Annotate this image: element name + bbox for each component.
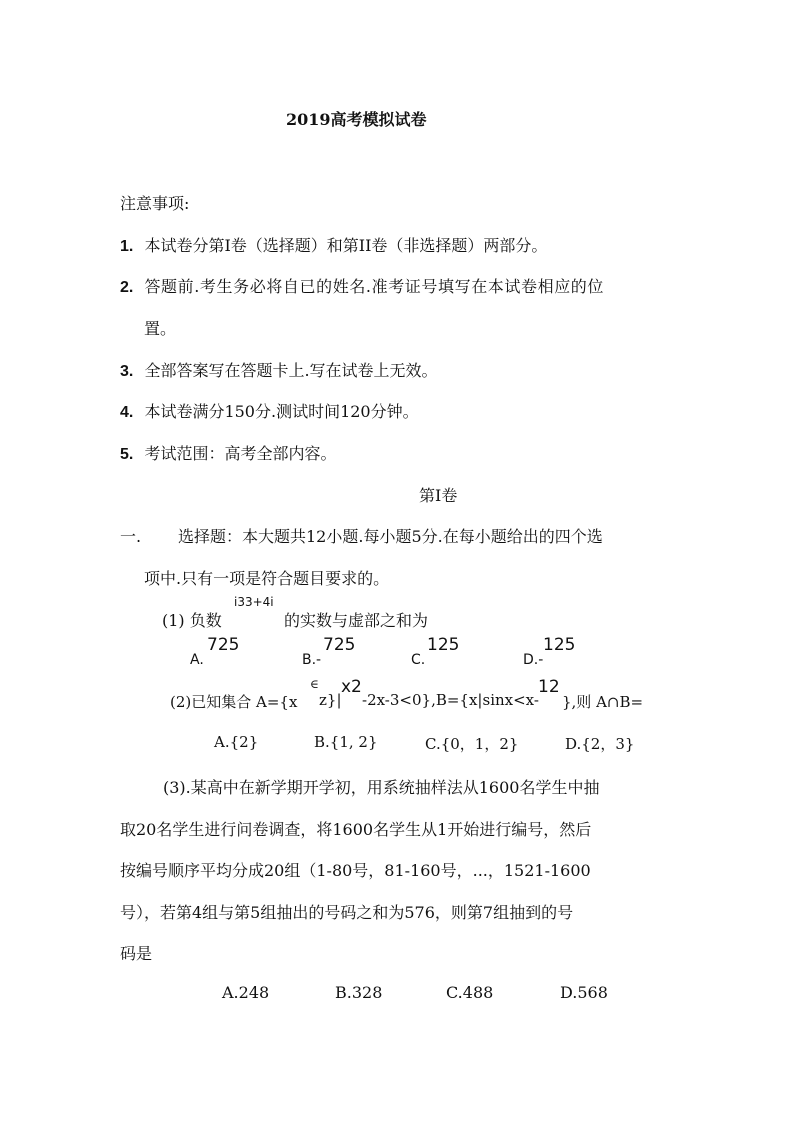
q2-middle: -2x-3<0},B={x|sinx<x- [362, 691, 539, 709]
q1-option-c-value: 125 [427, 635, 460, 655]
q2-option-c: C.{0，1，2} [425, 735, 519, 753]
notice-item-1 [120, 233, 547, 256]
q2-element-symbol: ∈ [310, 677, 319, 691]
q2-suffix: },则 A∩B= [562, 693, 644, 711]
notice-item-text: 全部答案写在答题卡上.写在试卷上无效。 [144, 361, 438, 380]
notice-item-4 [120, 399, 419, 422]
notice-item-text: 本试卷分第Ⅰ卷（选择题）和第II卷（非选择题）两部分。 [144, 236, 548, 255]
section-instructions: 选择题：本大题共12小题.每小题5分.在每小题给出的四个选 [178, 527, 603, 546]
section-number: 一. [120, 527, 142, 546]
q1-option-a-value: 725 [207, 635, 240, 655]
q1-suffix: 的实数与虚部之和为 [284, 611, 429, 630]
q3-line-4: 号），若第4组与第5组抽出的号码之和为576，则第7组抽到的号 [120, 903, 574, 922]
q3-line-5: 码是 [120, 944, 153, 963]
q1-prefix: (1) 负数 [162, 611, 222, 630]
q1-option-b-value: 725 [323, 635, 356, 655]
q3-option-b: B.328 [335, 983, 383, 1002]
q2-option-a: A.{2} [214, 733, 259, 751]
notice-item-number: 2. [120, 279, 134, 296]
q1-superscript: i33+4i [234, 595, 274, 609]
notice-item-number: 5. [120, 446, 134, 463]
q3-line-2: 取20名学生进行问卷调查，将1600名学生从1开始进行编号，然后 [120, 820, 592, 839]
q2-x-squared: x2 [341, 677, 362, 697]
notice-item-2-continued: 置。 [144, 319, 177, 338]
notice-item-5 [120, 441, 336, 464]
notice-item-text: 答题前.考生务必将自已的姓名.准考证号填写在本试卷相应的位 [144, 277, 605, 296]
notice-item-text: 本试卷满分150分.测试时间120分钟。 [144, 402, 419, 421]
notice-item-number: 4. [120, 404, 134, 421]
q1-option-b-label: B.- [302, 652, 322, 668]
notice-item-2 [120, 274, 604, 297]
notice-item-3 [120, 358, 438, 381]
q3-line-3: 按编号顺序平均分成20组（1-80号，81-160号，...，1521-1600 [120, 861, 591, 880]
q3-line-1: (3).某高中在新学期开学初，用系统抽样法从1600名学生中抽 [163, 778, 600, 797]
q1-option-c-label: C. [411, 652, 426, 668]
notice-item-number: 3. [120, 363, 134, 380]
q3-option-d: D.568 [560, 983, 608, 1002]
q2-twelve: 12 [538, 677, 560, 697]
q1-option-a-label: A. [190, 652, 204, 668]
page-title: 2019高考模拟试卷 [286, 110, 427, 129]
volume-heading: 第Ⅰ卷 [419, 486, 458, 505]
q1-option-d-label: D.- [523, 652, 544, 668]
section-instructions-continued: 项中.只有一项是符合题目要求的。 [144, 569, 390, 588]
q2-option-b: B.{1, 2} [314, 733, 378, 751]
q3-option-a: A.248 [222, 983, 270, 1002]
q2-prefix: (2)已知集合 A={x [170, 693, 298, 711]
notice-item-text: 考试范围：高考全部内容。 [144, 444, 337, 463]
q2-option-d: D.{2，3} [565, 735, 635, 753]
q2-z: z}| [319, 691, 342, 709]
q3-option-c: C.488 [446, 983, 494, 1002]
notice-item-number: 1. [120, 238, 134, 255]
notice-heading: 注意事项: [120, 194, 190, 213]
q1-option-d-value: 125 [543, 635, 576, 655]
